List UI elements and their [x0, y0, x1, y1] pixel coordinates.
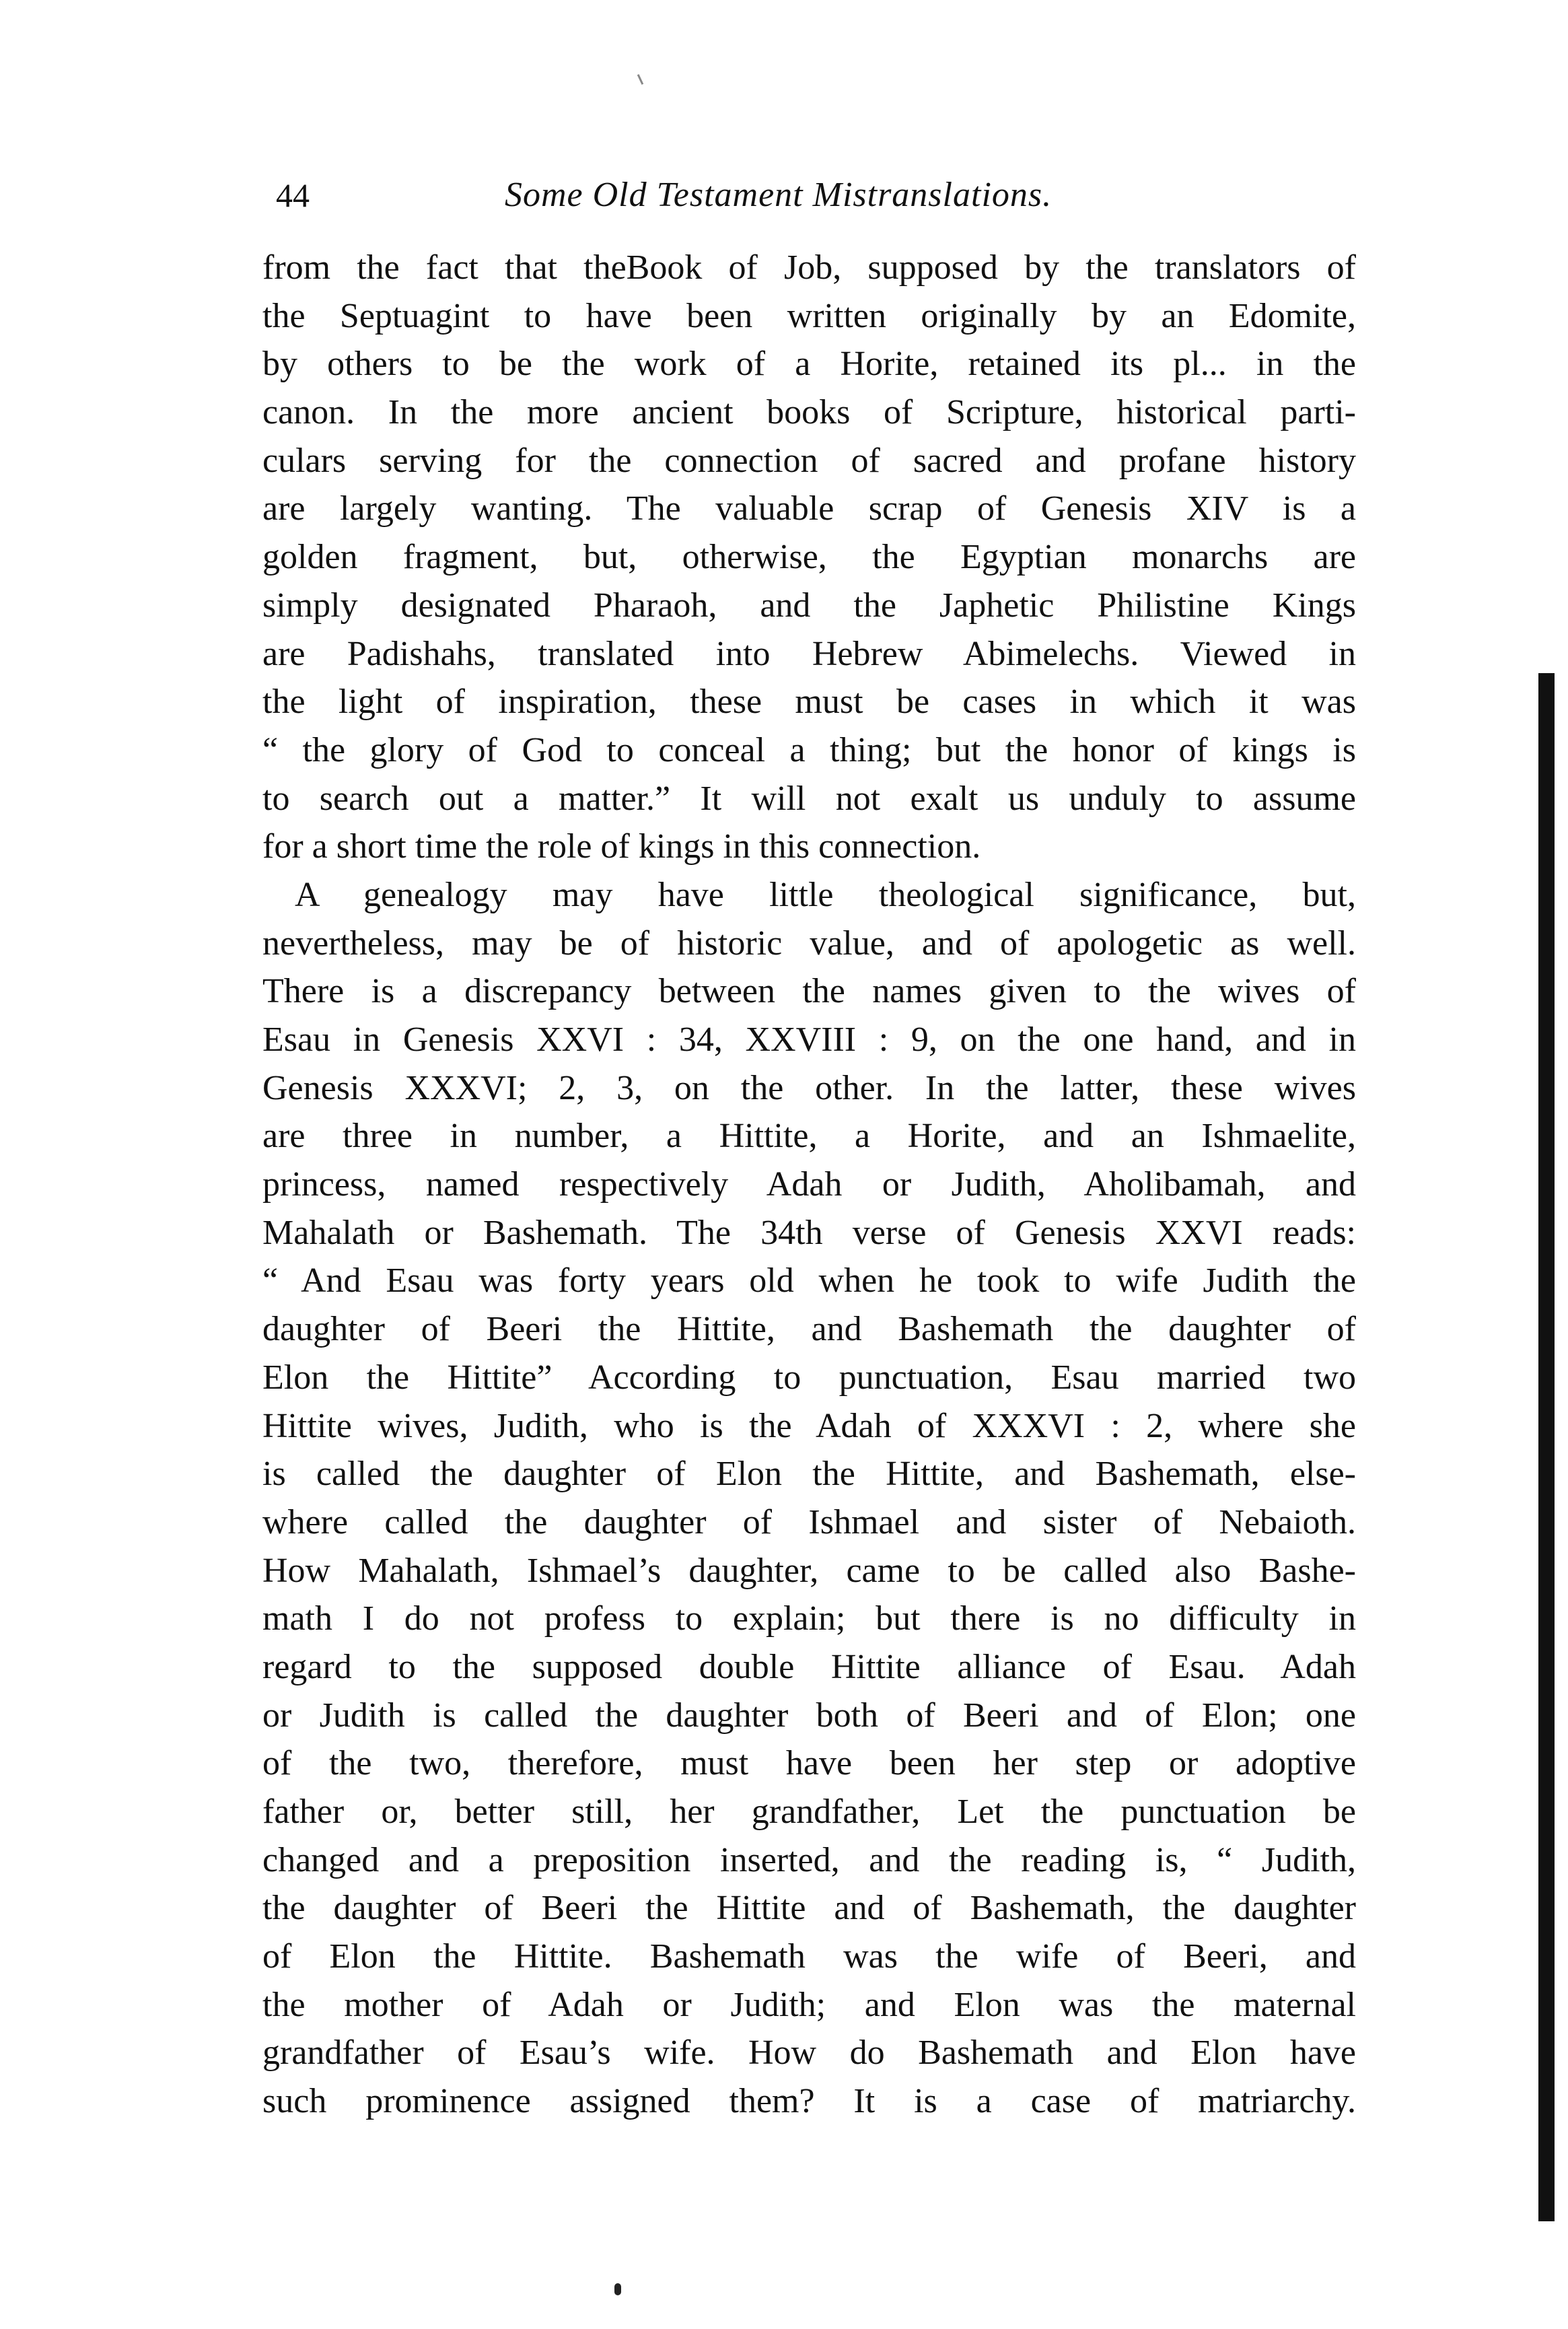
text-line: Mahalath or Bashemath. The 34th verse of Genesis XXVI reads: [262, 1213, 1356, 1252]
text-line: golden fragment, but, otherwise, the Egyptian monarchs are [262, 538, 1356, 577]
text-line: A genealogy may have little theological significance, but, [295, 875, 1356, 914]
text-line: from the fact that theBook of Job, supposed by the translators of [262, 248, 1356, 287]
scan-mark [614, 2283, 621, 2295]
text-line: Hittite wives, Judith, who is the Adah of XXXVI : 2, where she [262, 1406, 1356, 1445]
text-line: for a short time the role of kings in this connection. [262, 827, 981, 866]
text-line: math I do not profess to explain; but there is no difficulty in [262, 1599, 1356, 1638]
text-line: of Elon the Hittite. Bashemath was the wife of Beeri, and [262, 1937, 1356, 1976]
text-line: the light of inspiration, these must be cases in which it was [262, 683, 1356, 722]
text-line: grandfather of Esau’s wife. How do Bashemath and Elon have [262, 2033, 1356, 2073]
text-line: the daughter of Beeri the Hittite and of Bashemath, the daughter [262, 1889, 1356, 1928]
scan-speck [637, 74, 643, 85]
paragraph-1 [262, 244, 1356, 871]
text-line: Genesis XXXVI; 2, 3, on the other. In the latter, these wives [262, 1068, 1356, 1107]
text-line: of the two, therefore, must have been her step or adoptive [262, 1744, 1356, 1783]
running-title: Some Old Testament Mistranslations. [505, 176, 1053, 214]
page-header [276, 172, 1420, 225]
text-line: are Padishahs, translated into Hebrew Abimelechs. Viewed in [262, 634, 1356, 673]
text-line: “ the glory of God to conceal a thing; but the honor of kings is [262, 730, 1356, 769]
text-line: Elon the Hittite” According to punctuation, Esau married two [262, 1358, 1356, 1397]
page-edge-shadow [1538, 673, 1555, 2221]
body-text [262, 244, 1356, 2126]
text-line: culars serving for the connection of sacred and profane history [262, 441, 1356, 480]
text-line: are largely wanting. The valuable scrap of Genesis XIV is a [262, 489, 1356, 528]
text-line: canon. In the more ancient books of Scripture, historical parti- [262, 393, 1356, 432]
text-line: is called the daughter of Elon the Hittite, and Bashemath, else- [262, 1455, 1356, 1494]
text-line: Esau in Genesis XXVI : 34, XXVIII : 9, on the one hand, and in [262, 1020, 1356, 1059]
text-line: There is a discrepancy between the names given to the wives of [262, 972, 1356, 1011]
text-line: daughter of Beeri the Hittite, and Bashemath the daughter of [262, 1310, 1356, 1349]
text-line: nevertheless, may be of historic value, and of apologetic as well. [262, 924, 1356, 963]
text-line: princess, named respectively Adah or Judith, Aholibamah, and [262, 1165, 1356, 1204]
paragraph-2 [262, 871, 1356, 2126]
text-line: are three in number, a Hittite, a Horite, and an Ishmaelite, [262, 1117, 1356, 1156]
text-line: regard to the supposed double Hittite alliance of Esau. Adah [262, 1647, 1356, 1686]
text-line: changed and a preposition inserted, and the reading is, “ Judith, [262, 1840, 1356, 1879]
text-line: “ And Esau was forty years old when he took to wife Judith the [262, 1261, 1356, 1300]
text-line: How Mahalath, Ishmael’s daughter, came to be called also Bashe- [262, 1551, 1356, 1590]
text-line: the Septuagint to have been written originally by an Edomite, [262, 296, 1356, 335]
text-line: to search out a matter.” It will not exalt us unduly to assume [262, 779, 1356, 818]
text-line: father or, better still, her grandfather, Let the punctuation be [262, 1793, 1356, 1831]
text-line: such prominence assigned them? It is a case of matriarchy. [262, 2082, 1356, 2121]
text-line: by others to be the work of a Horite, retained its pl... in the [262, 345, 1356, 384]
text-line: simply designated Pharaoh, and the Japhetic Philistine Kings [262, 586, 1356, 625]
page-number: 44 [276, 176, 310, 214]
text-line: or Judith is called the daughter both of Beeri and of Elon; one [262, 1696, 1356, 1735]
text-line: where called the daughter of Ishmael and sister of Nebaioth. [262, 1502, 1356, 1541]
text-line: the mother of Adah or Judith; and Elon was the maternal [262, 1985, 1356, 2024]
